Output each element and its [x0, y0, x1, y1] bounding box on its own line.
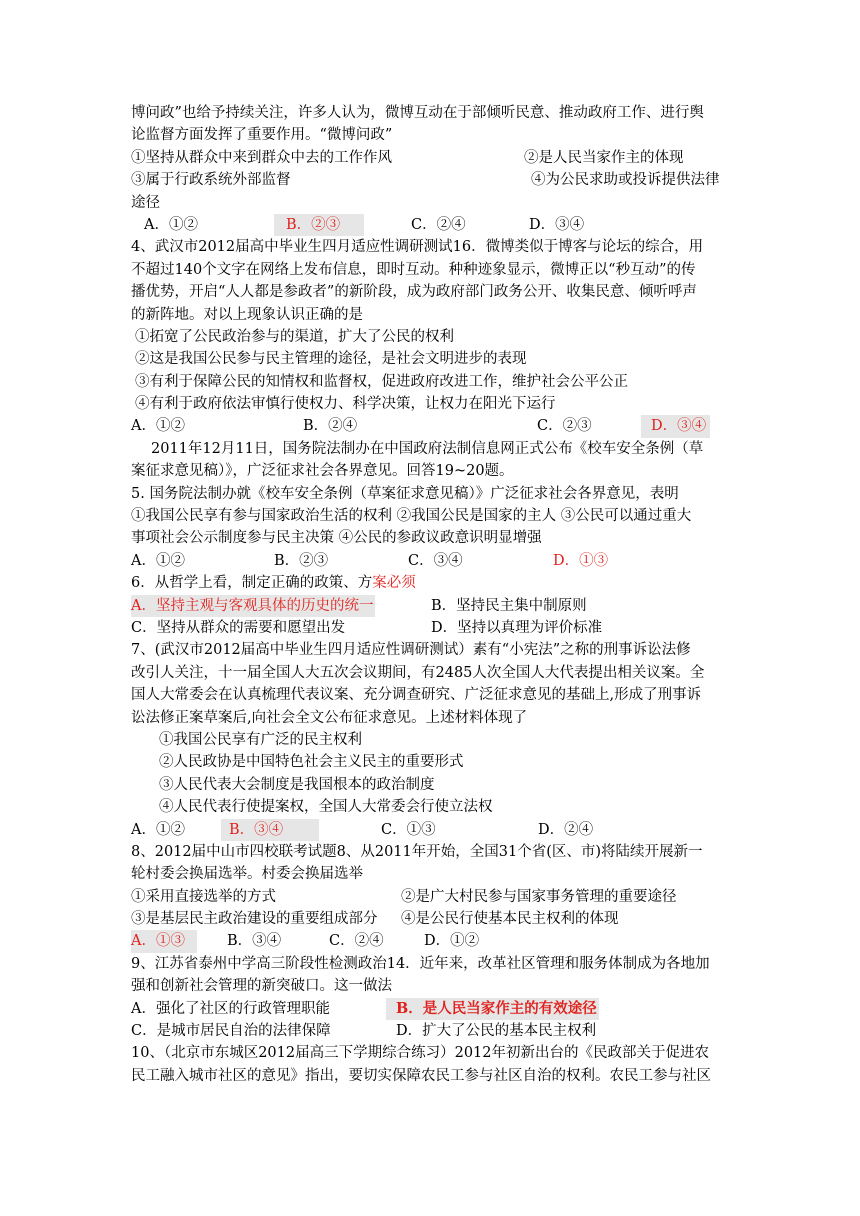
- option-b: B．②③: [274, 552, 329, 569]
- option-b-answer: B．③④: [221, 819, 319, 841]
- q6-stem-highlight: 案必须: [372, 575, 416, 592]
- q9-options-ab: [131, 998, 737, 1020]
- q4-options: [131, 415, 737, 437]
- option-d-answer: D．③④: [641, 415, 710, 437]
- option-b: B．坚持民主集中制原则: [431, 597, 587, 614]
- q3-options: [131, 214, 737, 236]
- text-line: 民工融入城市社区的意见》指出，要切实保障农民工参与社区自治的权利。农民工参与社区: [131, 1067, 711, 1084]
- option-c: C．坚持从群众的需要和愿望出发: [131, 619, 346, 636]
- q9-options-cd: [131, 1020, 737, 1042]
- option-a: A．①②: [131, 552, 185, 569]
- q7-options: [131, 819, 737, 841]
- statement-2: ②是人民当家作主的体现: [524, 149, 684, 166]
- document-page: [131, 102, 737, 1087]
- text-line: 9、江苏省泰州中学高三阶段性检测政治14．近年来，改革社区管理和服务体制成为各地加: [131, 955, 710, 972]
- statement-4: ④为公民求助或投诉提供法律: [531, 172, 720, 189]
- text-line: 的新阵地。对以上现象认识正确的是: [131, 306, 363, 323]
- option-a: A．①②: [131, 418, 185, 435]
- text-line: 讼法修正案草案后,向社会全文公布征求意见。上述材料体现了: [131, 709, 528, 726]
- statement-line: ①拓宽了公民政治参与的渠道，扩大了公民的权利: [135, 328, 454, 345]
- option-b: B．②④: [303, 418, 358, 435]
- text-line: ①我国公民享有参与国家政治生活的权利 ②我国公民是国家的主人 ③公民可以通过重大: [131, 508, 692, 525]
- q6-stem: 6．从哲学上看，制定正确的政策、方: [131, 575, 373, 592]
- option-a: A．强化了社区的行政管理职能: [131, 1000, 330, 1017]
- option-d: D．扩大了公民的基本民主权利: [396, 1023, 597, 1040]
- statement-1: ①坚持从群众中来到群众中去的工作作风: [131, 149, 392, 166]
- statement-line: ④人民代表行使提案权，全国人大常委会行使立法权: [159, 799, 493, 816]
- text-line: 2011年12月11日，国务院法制办在中国政府法制信息网正式公布《校车安全条例（草: [151, 440, 704, 457]
- option-a: A．①②: [131, 821, 185, 838]
- text-line: 改引人关注，十一届全国人大五次会议期间，有2485人次全国人大代表提出相关议案。全: [131, 664, 705, 681]
- text-line: 7、(武汉市2012届高中毕业生四月适应性调研测试）素有“小宪法”之称的刑事诉讼法修: [131, 642, 691, 659]
- statement-3: ③是基层民主政治建设的重要组成部分: [131, 911, 378, 928]
- q6-options-cd: [131, 617, 737, 639]
- text-line: 途径: [131, 194, 160, 211]
- option-row: [131, 147, 737, 169]
- statement-line: ④有利于政府依法审慎行使权力、科学决策，让权力在阳光下运行: [135, 396, 556, 413]
- statement-line: ③人民代表大会制度是我国根本的政治制度: [159, 776, 435, 793]
- text-line: 博问政”也给予持续关注，许多人认为，微博互动在于部倾听民意、推动政府工作、进行舆: [131, 105, 704, 121]
- option-d-answer: D．①③: [553, 552, 609, 569]
- text-line: 轮村委会换届选举。村委会换届选举: [131, 866, 363, 883]
- statement-3: ③属于行政系统外部监督: [131, 172, 291, 189]
- option-d: D．②④: [538, 821, 594, 838]
- text-line: 强和创新社会管理的新突破口。这一做法: [131, 978, 392, 995]
- q6-options-ab: [131, 595, 737, 617]
- text-line: 5. 国务院法制办就《校车安全条例（草案征求意见稿）》广泛征求社会各界意见，表明: [131, 485, 679, 502]
- statement-line: ②人民政协是中国特色社会主义民主的重要形式: [159, 754, 464, 771]
- option-c: C．是城市居民自治的法律保障: [131, 1023, 331, 1040]
- statement-line: ③有利于保障公民的知情权和监督权，促进政府改进工作，维护社会公平公正: [135, 373, 628, 390]
- text-line: 8、2012届中山市四校联考试题8、从2011年开始，全国31个省(区、市)将陆续开展新一: [131, 843, 703, 860]
- option-a-answer: A．坚持主观与客观具体的历史的统一: [131, 595, 375, 617]
- statement-4: ④是公民行使基本民主权利的体现: [401, 911, 619, 928]
- option-c: C．②③: [537, 418, 592, 435]
- option-row: [131, 908, 737, 930]
- text-line: 国人大常委会在认真梳理代表议案、充分调查研究、广泛征求意见的基础上,形成了刑事诉: [131, 687, 702, 704]
- option-row: [131, 886, 737, 908]
- text-line: [131, 572, 737, 594]
- option-c: C．②④: [329, 933, 384, 950]
- option-a: A．①②: [144, 216, 198, 233]
- option-b-answer: B．是人民当家作主的有效途径: [386, 998, 599, 1020]
- option-d: D．③④: [529, 216, 585, 233]
- text-line: 案征求意见稿）》，广泛征求社会各界意见。回答19~20题。: [131, 463, 514, 480]
- text-line: 论监督方面发挥了重要作用。“微博问政”: [131, 127, 393, 144]
- statement-1: ①采用直接选举的方式: [131, 888, 276, 905]
- option-row: [131, 169, 737, 191]
- q5-options: [131, 550, 737, 572]
- option-b: B．③④: [227, 933, 282, 950]
- statement-line: ②这是我国公民参与民主管理的途径，是社会文明进步的表现: [135, 351, 527, 368]
- statement-line: ①我国公民享有广泛的民主权利: [159, 731, 362, 748]
- text-line: 事项社会公示制度参与民主决策 ④公民的参政议政意识明显增强: [131, 530, 542, 547]
- option-c: C．③④: [408, 552, 463, 569]
- text-line: 4、武汉市2012届高中毕业生四月适应性调研测试16．微博类似于博客与论坛的综合，用: [131, 239, 704, 256]
- option-a-answer: A．①③: [131, 930, 197, 952]
- text-line: 不超过140个文字在网络上发布信息，即时互动。种种迹象显示，微博正以“秒互动”的传: [131, 261, 696, 278]
- q8-options: [131, 930, 737, 952]
- statement-2: ②是广大村民参与国家事务管理的重要途径: [401, 888, 677, 905]
- option-b-answer: B．②③: [274, 214, 364, 236]
- option-d: D．坚持以真理为评价标准: [431, 619, 603, 636]
- option-d: D．①②: [424, 933, 480, 950]
- text-line: 播优势，开启“人人都是参政者”的新阶段，成为政府部门政务公开、收集民意、倾听呼声: [131, 284, 697, 301]
- option-c: C．②④: [411, 216, 466, 233]
- text-line: 10、（北京市东城区2012届高三下学期综合练习）2012年初新出台的《民政部关于促进农: [131, 1045, 710, 1062]
- option-c: C．①③: [381, 821, 436, 838]
